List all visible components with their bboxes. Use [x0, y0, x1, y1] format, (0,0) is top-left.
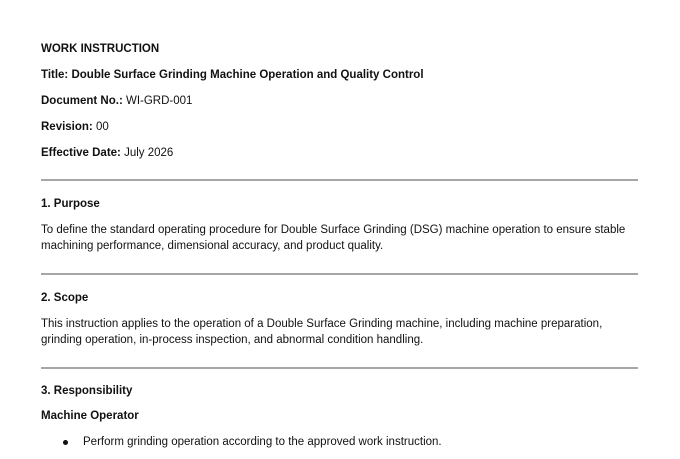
revision-label: Revision: — [41, 121, 93, 133]
section-divider — [41, 367, 638, 369]
list-item — [41, 434, 631, 450]
document-number-label: Document No.: — [41, 95, 123, 107]
revision-value: 00 — [95, 121, 109, 133]
effective-date-line — [41, 145, 173, 161]
effective-date-label: Effective Date: — [41, 147, 121, 159]
section-divider — [41, 273, 638, 275]
purpose-paragraph — [41, 222, 631, 254]
title-value: Double Surface Grinding Machine Operation and Quality Control — [71, 69, 424, 81]
purpose-heading: 1. Purpose — [41, 198, 100, 210]
title-label: Title: — [41, 69, 69, 81]
machine-operator-subheading: Machine Operator — [41, 410, 139, 422]
scope-line-2: grinding operation, in-process inspection, and abnormal condition handling. — [41, 334, 424, 346]
scope-line-1: This instruction applies to the operation of a Double Surface Grinding machine, including machine preparation, — [41, 318, 603, 330]
scope-paragraph — [41, 316, 631, 348]
title-line — [41, 67, 424, 83]
bullet-icon — [63, 440, 68, 445]
list-item-text: Perform grinding operation according to the approved work instruction. — [83, 436, 442, 448]
document-type-heading: WORK INSTRUCTION — [41, 43, 160, 55]
scope-heading: 2. Scope — [41, 292, 89, 304]
document-number-line — [41, 93, 192, 109]
effective-date-value: July 2026 — [124, 147, 174, 159]
purpose-line-1: To define the standard operating procedure for Double Surface Grinding (DSG) machine operation to ensure stable — [41, 224, 626, 236]
responsibility-heading: 3. Responsibility — [41, 385, 133, 397]
revision-line — [41, 119, 109, 135]
section-divider — [41, 179, 638, 181]
document-number-value: WI-GRD-001 — [125, 95, 193, 107]
purpose-line-2: machining performance, dimensional accuracy, and product quality. — [41, 240, 384, 252]
